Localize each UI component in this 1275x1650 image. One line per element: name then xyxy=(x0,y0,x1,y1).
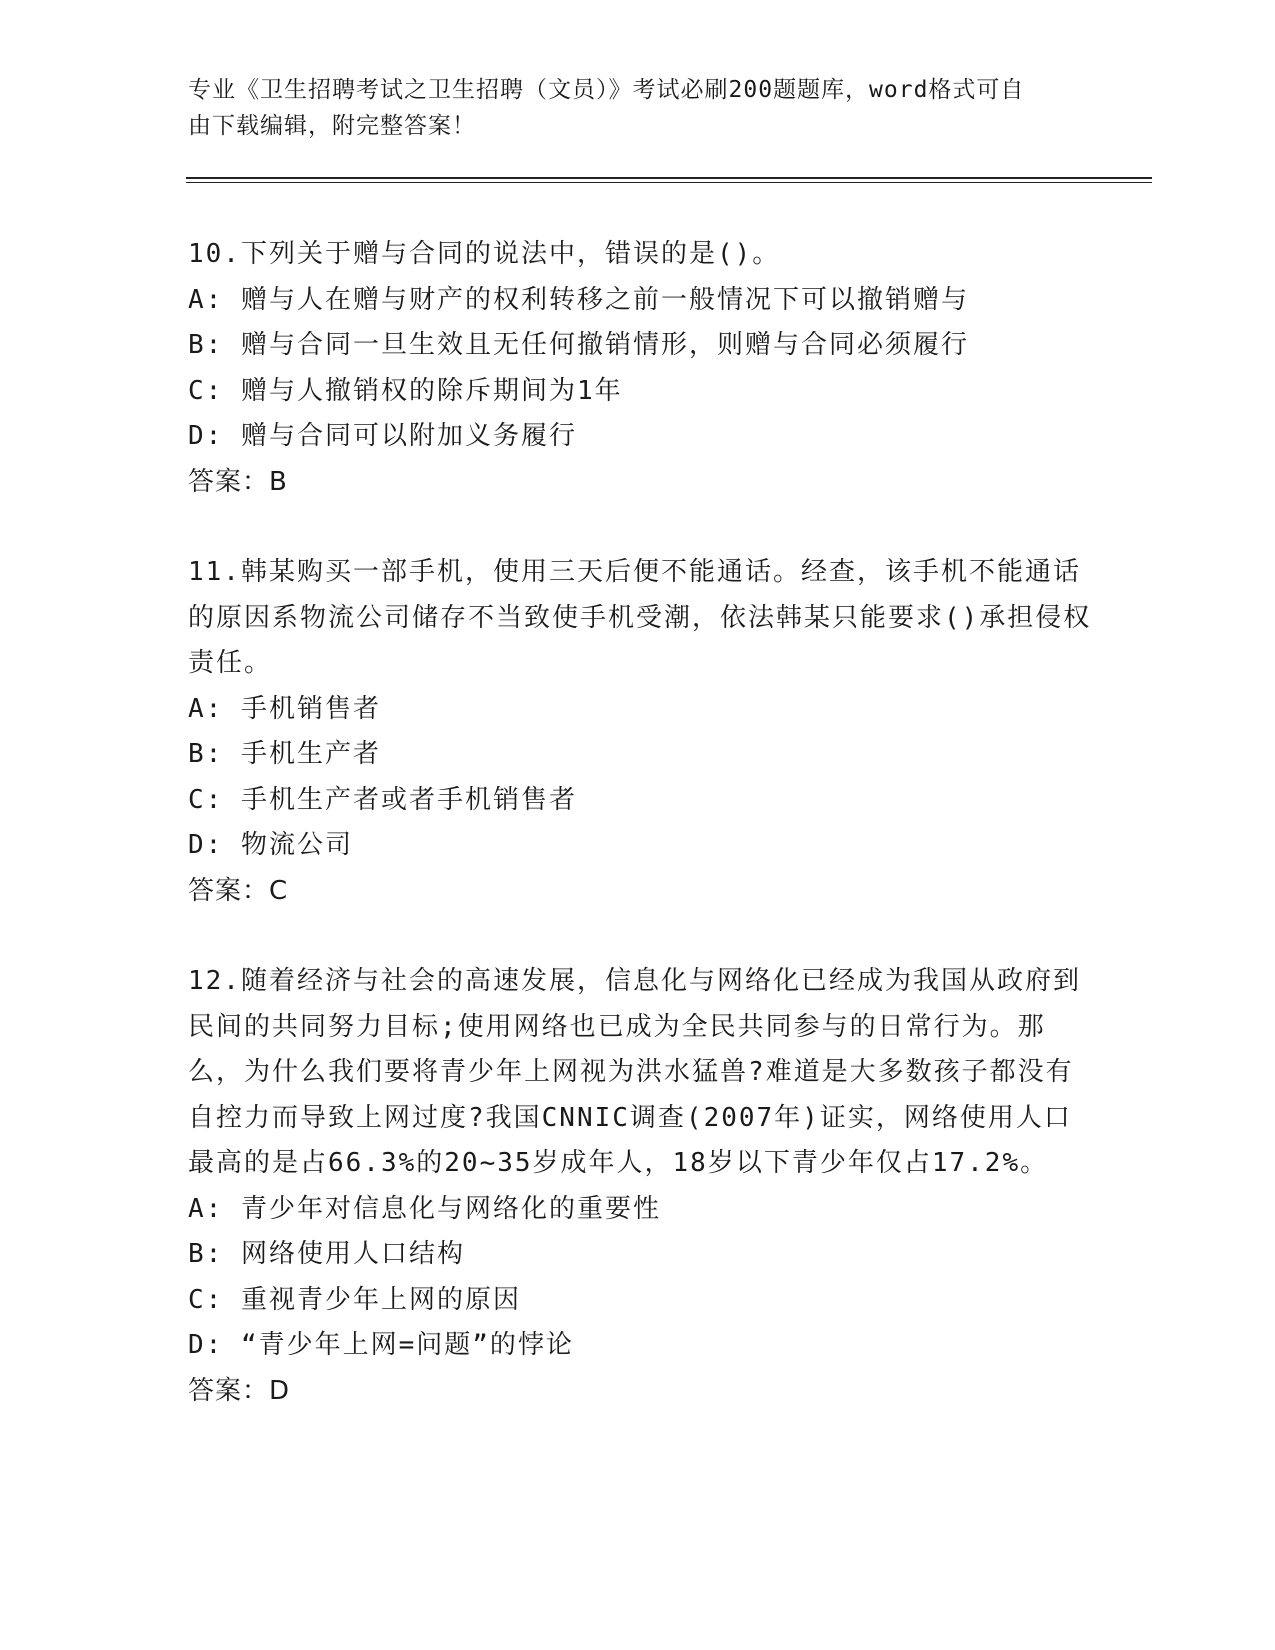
question-12 xyxy=(188,959,1098,1414)
question-stem: 11.韩某购买一部手机，使用三天后便不能通话。经查，该手机不能通话的原因系物流公司储存不当致使手机受潮，依法韩某只能要求()承担侵权责任。 xyxy=(188,557,1092,678)
header-divider-thick xyxy=(186,177,1152,179)
option-b: B: 赠与合同一旦生效且无任何撤销情形，则赠与合同必须履行 xyxy=(188,330,969,360)
option-a: A: 赠与人在赠与财产的权利转移之前一般情况下可以撤销赠与 xyxy=(188,284,969,315)
header-divider-thin xyxy=(186,182,1152,183)
option-c: C: 重视青少年上网的原因 xyxy=(188,1284,521,1315)
option-c: C: 手机生产者或者手机销售者 xyxy=(188,784,577,815)
header-line-1: 专业《卫生招聘考试之卫生招聘（文员）》考试必刷200题题库，word格式可自 xyxy=(188,77,1025,103)
option-a: A: 手机销售者 xyxy=(188,693,381,724)
header-line-2: 由下载编辑，附完整答案！ xyxy=(188,113,476,139)
option-c: C: 赠与人撤销权的除斥期间为1年 xyxy=(188,375,623,406)
answer-line: 答案：C xyxy=(188,875,289,906)
option-d: D: 赠与合同可以附加义务履行 xyxy=(188,421,577,451)
question-10 xyxy=(188,232,1098,505)
option-b: B: 手机生产者 xyxy=(188,739,381,769)
option-b: B: 网络使用人口结构 xyxy=(188,1239,465,1269)
option-d: D: “青少年上网=问题”的悖论 xyxy=(188,1330,574,1360)
question-stem: 12.随着经济与社会的高速发展，信息化与网络化已经成为我国从政府到民间的共同努力目标;使用网络也已成为全民共同参与的日常行为。那么，为什么我们要将青少年上网视为洪水猛兽?难道是大多数孩子都没有自控力而导致上网过度?我国CNNIC调查(2007年)证实，网络使用人口最高的是占66.3%的20~35岁成年人，18岁以下青少年仅占17.2%。 xyxy=(188,966,1081,1178)
question-11 xyxy=(188,550,1098,914)
question-stem: 10.下列关于赠与合同的说法中，错误的是()。 xyxy=(188,239,781,269)
answer-line: 答案：D xyxy=(188,1375,291,1406)
option-d: D: 物流公司 xyxy=(188,830,353,860)
option-a: A: 青少年对信息化与网络化的重要性 xyxy=(188,1193,661,1224)
question-list xyxy=(188,232,1098,1414)
document-header xyxy=(188,72,1088,144)
answer-line: 答案：B xyxy=(188,466,288,497)
